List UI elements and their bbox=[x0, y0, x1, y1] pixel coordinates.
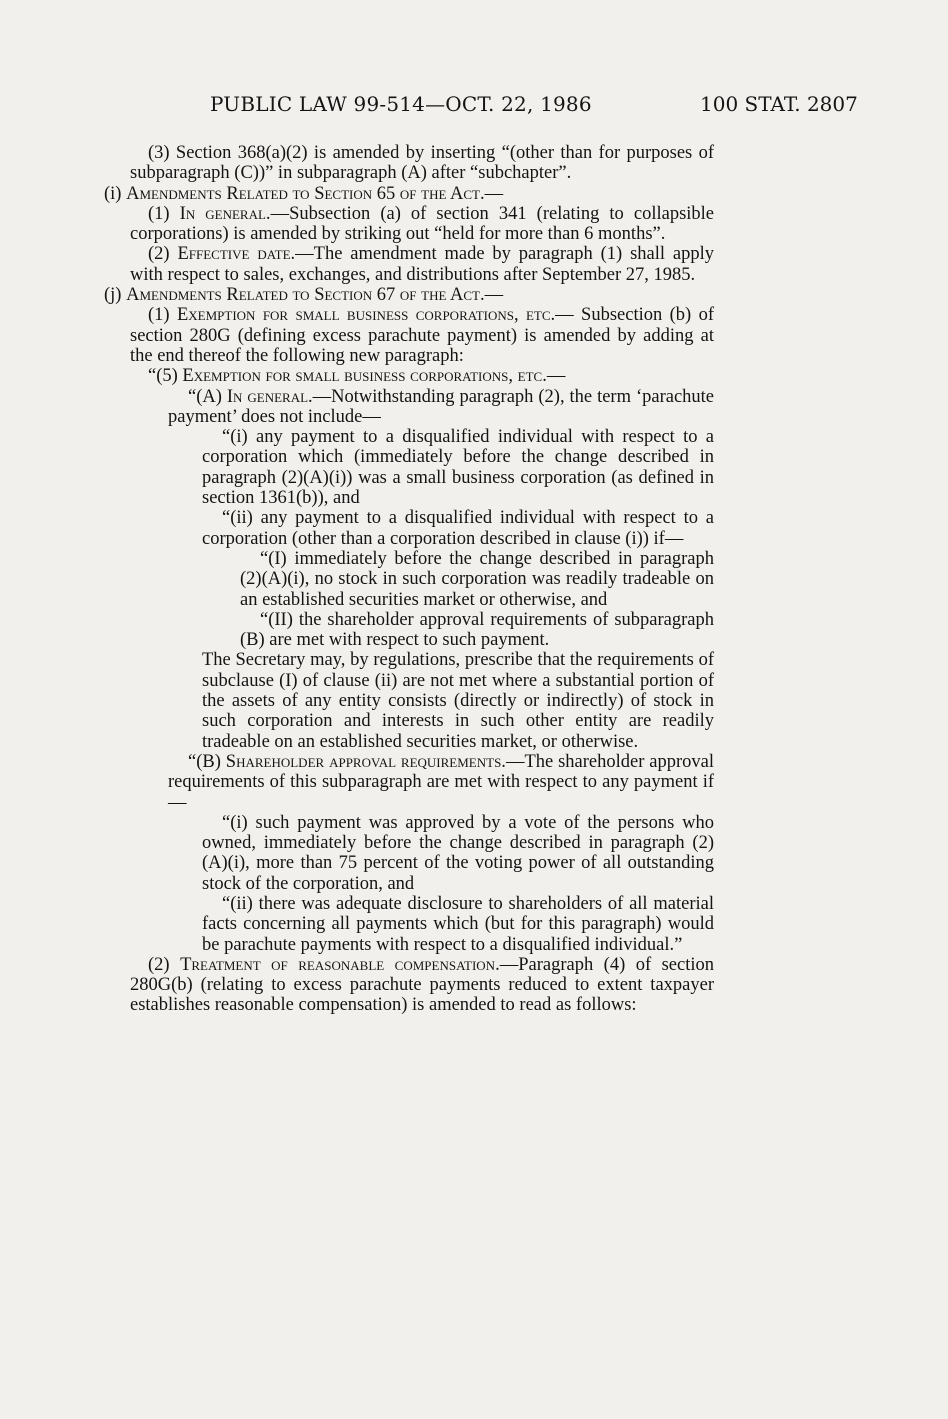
subclause-I: “(I) immediately before the change described in paragraph (2)(A)(i), no stock in such corporation was readily tradeable on an established securities market or otherwise, and bbox=[240, 548, 714, 610]
subsection-j-paragraph-2: (2) Treatment of reasonable compensation.—Paragraph (4) of section 280G(b) (relating to excess parachute payments reduced to extent taxpayer establishes reasonable compensation) is amended to read as follows: bbox=[130, 954, 714, 1016]
clause-A-i: “(i) any payment to a disqualified individual with respect to a corporation which (immediately before the change described in paragraph (2)(A)(i)) was a small business corporation (as defined in section 1361(b)), and bbox=[202, 427, 714, 509]
subparagraph-A: “(A) In general.—Notwithstanding paragraph (2), the term ‘parachute payment’ does not include— bbox=[168, 386, 714, 427]
statute-text bbox=[104, 143, 714, 1016]
running-title: PUBLIC LAW 99-514—OCT. 22, 1986 bbox=[210, 92, 592, 116]
subsection-j-paragraph-1: (1) Exemption for small business corporations, etc.— Subsection (b) of section 280G (defining excess parachute payment) is amended by adding at the end thereof the following new paragraph: bbox=[130, 305, 714, 366]
clause-B-ii: “(ii) there was adequate disclosure to shareholders of all material facts concerning all payments which (but for this paragraph) would be parachute payments with respect to a disqualified individual.” bbox=[202, 893, 714, 955]
bleed-through-noise bbox=[0, 0, 948, 60]
subsection-i-paragraph-2: (2) Effective date.—The amendment made by paragraph (1) shall apply with respect to sales, exchanges, and distributions after September 27, 1985. bbox=[130, 244, 715, 285]
new-paragraph-5-heading: “(5) Exemption for small business corporations, etc.— bbox=[148, 366, 566, 387]
subsection-i-paragraph-1: (1) In general.—Subsection (a) of section 341 (relating to collapsible corporations) is amended by striking out “held for more than 6 months”. bbox=[130, 203, 715, 245]
paragraph-3: (3) Section 368(a)(2) is amended by inserting “(other than for purposes of subparagraph (C))” in subparagraph (A) after “subchapter”. bbox=[130, 143, 714, 184]
clause-B-i: “(i) such payment was approved by a vote of the persons who owned, immediately before the change described in paragraph (2)(A)(i), more than 75 percent of the voting power of all outstanding stock of the corporation, and bbox=[202, 812, 714, 894]
subparagraph-B: “(B) Shareholder approval requirements.—The shareholder approval requirements of this subparagraph are met with respect to any payment if— bbox=[168, 751, 715, 813]
clause-A-ii: “(ii) any payment to a disqualified individual with respect to a corporation (other than a corporation described in clause (i)) if— bbox=[202, 508, 714, 549]
page-header bbox=[0, 92, 948, 132]
subsection-i-heading: (i) Amendments Related to Section 65 of the Act.— bbox=[104, 183, 504, 204]
secretary-flush-text: The Secretary may, by regulations, prescribe that the requirements of subclause (I) of clause (ii) are not met where a substantial portion of the assets of any entity consists (directly or indirectly) of stock in such corporation and interests in such other entity are readily tradeable on an established securities market, or otherwise. bbox=[202, 650, 714, 752]
subclause-II: “(II) the shareholder approval requirements of subparagraph (B) are met with respect to such payment. bbox=[240, 609, 714, 651]
subsection-j-heading: (j) Amendments Related to Section 67 of the Act.— bbox=[104, 285, 504, 306]
statute-page-number: 100 STAT. 2807 bbox=[700, 92, 858, 116]
